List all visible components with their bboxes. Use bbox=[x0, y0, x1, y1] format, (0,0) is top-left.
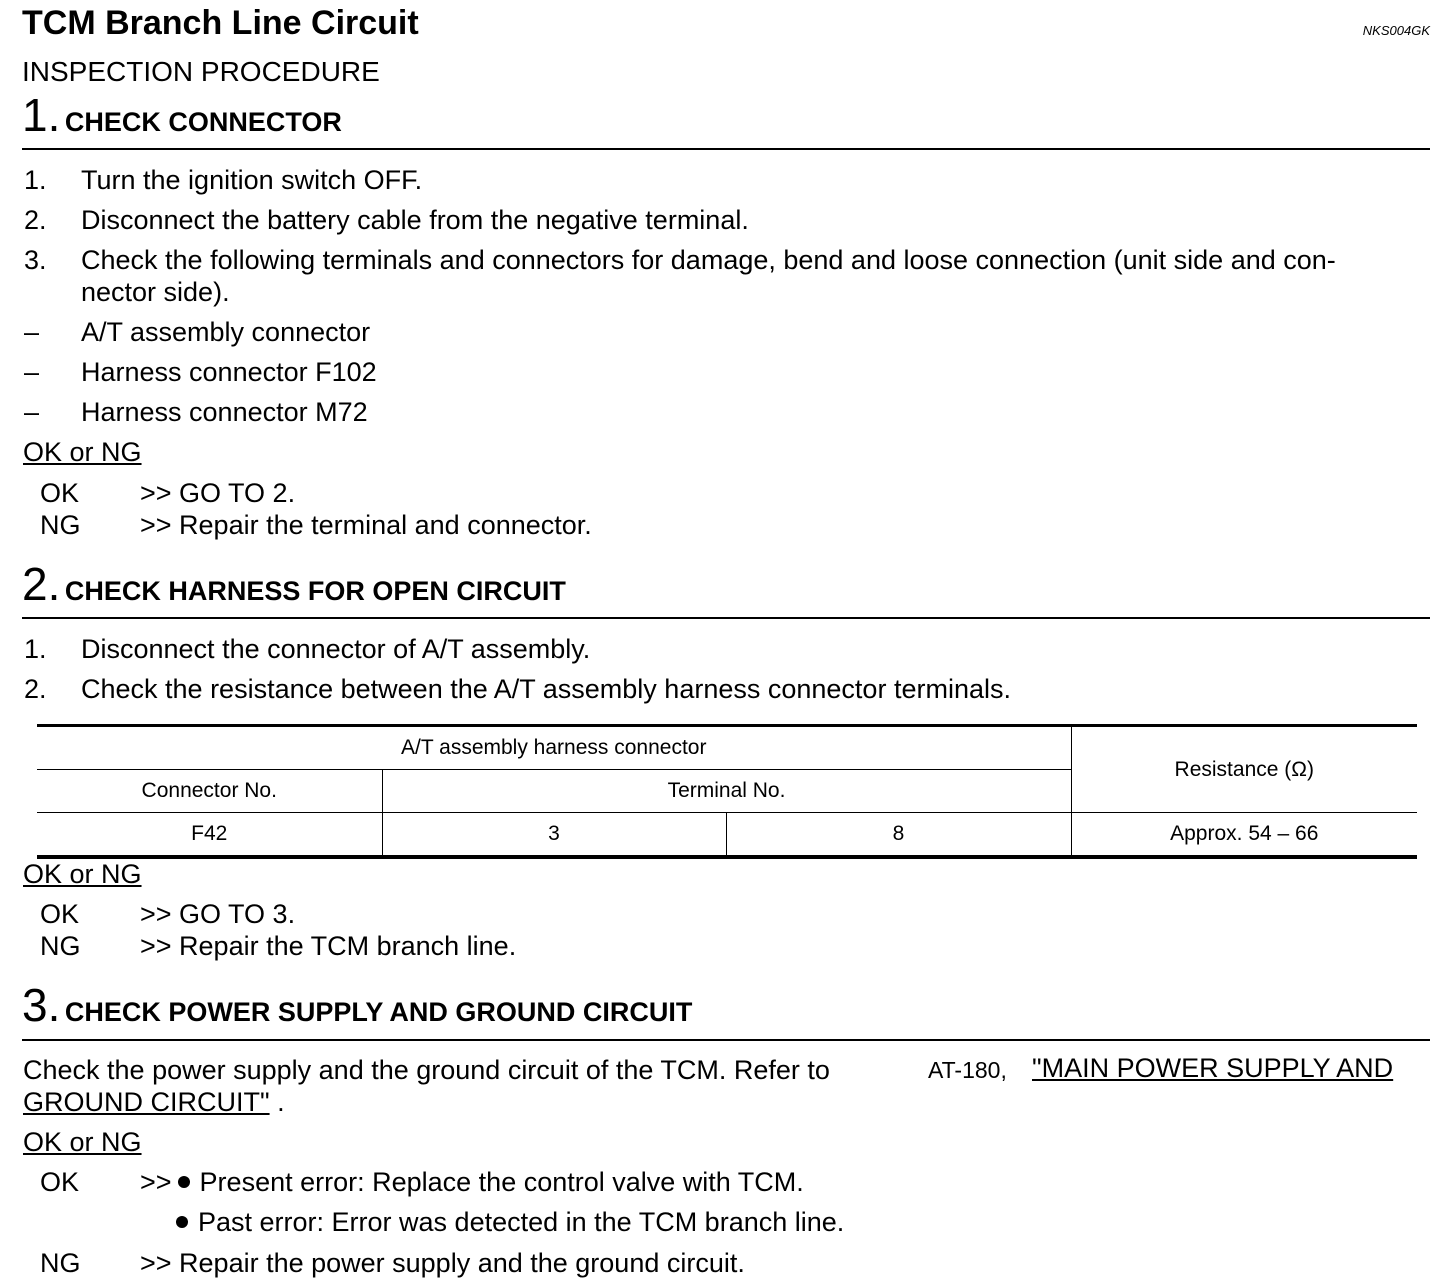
list-item-number: 1. bbox=[24, 165, 47, 195]
table-cell-terminal-a: 3 bbox=[382, 813, 726, 858]
list-item-text: Disconnect the connector of A/T assembly. bbox=[81, 634, 591, 664]
document-id: NKS004GK bbox=[1362, 23, 1430, 38]
table-cell-resistance: Approx. 54 – 66 bbox=[1071, 813, 1417, 858]
bullet-text: Past error: Error was detected in the TCM branch line. bbox=[198, 1207, 845, 1237]
bullet-icon bbox=[176, 1216, 188, 1228]
list-item-text: Check the following terminals and connectors for damage, bend and loose connection (unit side and con- bbox=[81, 245, 1336, 275]
list-item-text: Harness connector F102 bbox=[81, 357, 377, 387]
ok-or-ng-label: OK or NG bbox=[23, 437, 142, 467]
list-item-text: Disconnect the battery cable from the negative terminal. bbox=[81, 205, 749, 235]
reference-link[interactable]: "MAIN POWER SUPPLY AND bbox=[1032, 1053, 1394, 1083]
list-item-text: Harness connector M72 bbox=[81, 397, 368, 427]
reference-paragraph bbox=[23, 1055, 830, 1086]
list-item-number: 1. bbox=[24, 634, 47, 664]
table-header-terminal: Terminal No. bbox=[382, 770, 1071, 813]
list-item-number: 2. bbox=[24, 205, 47, 235]
result-text: >> Repair the terminal and connector. bbox=[140, 510, 592, 540]
list-item-number: 2. bbox=[24, 674, 47, 704]
reference-paragraph-line2 bbox=[23, 1087, 285, 1118]
step1-divider bbox=[22, 148, 1430, 150]
paragraph-text: . bbox=[277, 1087, 285, 1117]
table-cell-terminal-b: 8 bbox=[726, 813, 1071, 858]
list-item-text: Check the resistance between the A/T assembly harness connector terminals. bbox=[81, 674, 1011, 704]
result-text bbox=[140, 1167, 804, 1198]
result-key: OK bbox=[40, 1167, 80, 1197]
step1-number: 1. bbox=[22, 89, 61, 141]
page-reference: AT-180, bbox=[928, 1057, 1007, 1083]
ok-or-ng-label: OK or NG bbox=[23, 1127, 142, 1157]
result-key: NG bbox=[40, 510, 81, 540]
result-key: OK bbox=[40, 478, 80, 508]
step3-number: 3. bbox=[22, 979, 61, 1031]
table-header-group: A/T assembly harness connector bbox=[37, 726, 1071, 770]
list-item-text: Turn the ignition switch OFF. bbox=[81, 165, 423, 195]
result-text: >> GO TO 2. bbox=[140, 478, 296, 508]
step2-divider bbox=[22, 617, 1430, 619]
result-ok-bullet-2 bbox=[170, 1207, 844, 1238]
list-item-dash: – bbox=[24, 397, 40, 427]
step3-title: CHECK POWER SUPPLY AND GROUND CIRCUIT bbox=[64, 997, 693, 1027]
result-text: >> Repair the TCM branch line. bbox=[140, 931, 517, 961]
list-item-dash: – bbox=[24, 357, 40, 387]
reference-link-continued[interactable]: GROUND CIRCUIT" bbox=[23, 1087, 270, 1117]
list-item-number: 3. bbox=[24, 245, 47, 275]
table-header-connector: Connector No. bbox=[37, 770, 382, 813]
page-title: TCM Branch Line Circuit bbox=[22, 4, 419, 42]
table-row bbox=[37, 813, 1417, 858]
result-text: >> GO TO 3. bbox=[140, 899, 296, 929]
result-arrow: >> bbox=[140, 1167, 172, 1197]
bullet-icon bbox=[178, 1176, 190, 1188]
result-key: NG bbox=[40, 1248, 81, 1278]
step3-divider bbox=[22, 1039, 1430, 1041]
result-key: NG bbox=[40, 931, 81, 961]
step1-title: CHECK CONNECTOR bbox=[64, 107, 342, 137]
result-key: OK bbox=[40, 899, 80, 929]
table-cell-connector: F42 bbox=[37, 813, 382, 858]
table-header-resistance: Resistance (Ω) bbox=[1071, 726, 1417, 813]
bullet-text: Present error: Replace the control valve with TCM. bbox=[199, 1167, 804, 1197]
ok-or-ng-label: OK or NG bbox=[23, 859, 142, 889]
list-item-text: nector side). bbox=[81, 277, 230, 307]
section-subtitle: INSPECTION PROCEDURE bbox=[22, 56, 380, 87]
result-text: >> Repair the power supply and the ground circuit. bbox=[140, 1248, 745, 1278]
step2-title: CHECK HARNESS FOR OPEN CIRCUIT bbox=[64, 576, 566, 606]
list-item-text: A/T assembly connector bbox=[81, 317, 371, 347]
step3-heading bbox=[22, 979, 693, 1031]
step1-heading bbox=[22, 89, 342, 141]
resistance-table bbox=[37, 724, 1417, 859]
list-item-dash: – bbox=[24, 317, 40, 347]
paragraph-text: Check the power supply and the ground circuit of the TCM. Refer to bbox=[23, 1055, 830, 1085]
step2-heading bbox=[22, 558, 566, 610]
step2-number: 2. bbox=[22, 558, 61, 610]
